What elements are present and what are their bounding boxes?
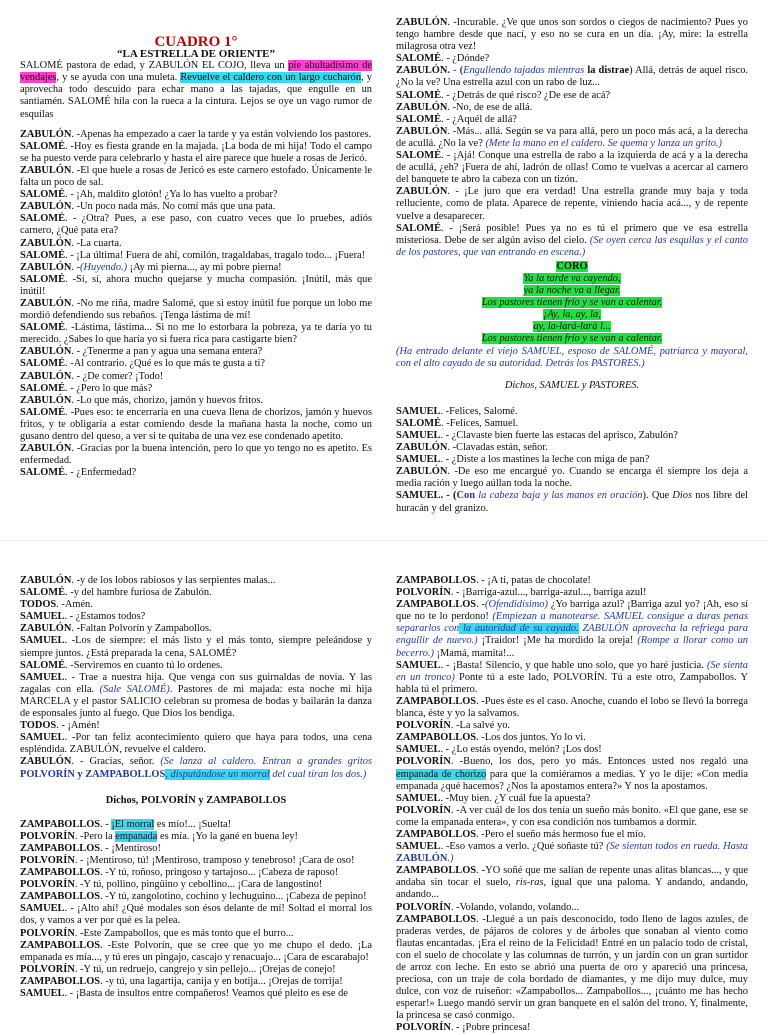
dialogue-line [20,395,372,407]
speaker-name: POLVORÍN [396,804,451,816]
speaker-name: SAMUEL [20,988,65,999]
speaker-name: ZABULÓN [20,128,72,140]
dialogue-text: . -Y tú, zangolotino, cochino y lechuguino... ¡Cabeza de pepino! [100,891,367,903]
dialogue-text: . -El que huele a rosas de Jericó es este carnero estofado. Únicamente le falta un poco de sal. [20,164,372,189]
speaker-name: POLVORÍN [20,879,75,891]
chorus-title: CORO [556,260,588,272]
speaker-name: POLVORÍN [20,963,75,975]
dialogue-line: ZAMPABOLLOS. -(Ofendidísimo) ¿Yo barriga azul? ¡Barriga azul yo? ¡Ah, eso sí que no te lo perdono! (Empiezan a manotearse. SAMUEL consigue a duras penas separarlos con la autoridad de su cayado. ZABULÓN aprovecha la refriega para engullir de nuevo.) ¡Traidor! ¡Me ha mordido la oreja! (Rompe a llorar como un becerro.) ¡Mamá, mamita!... [396,599,749,659]
dialogue-line [20,660,372,672]
dialogue-line [396,114,748,126]
dialogue-line [20,443,372,467]
speaker-name: ZABULÓN [396,466,448,478]
dialogue-line [396,587,748,599]
dialogue-line [20,274,372,298]
dialogue-text: . - ¡Le juro que era verdad! Una estrella grande muy baja y toda relluciente, como de plata. Aparece de repente, viniendo hacia acá..., y de repente vuelve a desaparecer. [396,186,748,222]
speaker-name: ZABULÓN [20,237,72,249]
dialogue-line [20,141,372,165]
speaker-name: SAMUEL [20,903,65,915]
dialogue-text: . - ¿Lo estás oyendo, melón? ¡Los dos! [440,744,602,756]
dialogue-text: . -Pues eso: te encerraría en una cueva llena de chorizos, jamón y huevos fritos, y te obligaría a estar comiendo desde la mañana hasta la noche, como un gusano dentro del queso, a ver si te quitaba de una vez ese condenado apetito. [20,406,372,442]
dialogue-text: . -Llegué a un país desconocido, todo lleno de lagos azules, de praderas verdes, de pájaros de colores y de árboles que sonaban al viento como flautas encantadas. ¡Era el reino de la Felicidad! Entré en un palacio todo de cristal, con el suelo de chocolate y las columnas de turrón, y un jardín con un gran surtidor de arroz con leche. En esto se abrió una puerta de oro y apareció una princesa, preciosa, con un traje de cola bordado de diamantes, y me dijo muy dulce, muy dulce, con voz de ruiseñor: «Zampabollos... Zampabollos..., ¡cuánto me has hecho esperar!» Luego mandó servir un gran banquete en el salón del trono. Y, finalmente, la princesa se casó conmigo. [396,913,748,1022]
dialogue-text: . -Lo que más, chorizo, jamón y huevos fritos. [71,394,263,406]
dialogue-line [20,976,372,988]
dialogue-line: ZABULÓN. -(Huyendo.) ¡Ay mi pierna..., ay mi pobre pierna! [20,261,282,273]
dialogue-line: SALOMÉ. - ¡Será posible! Pues ya no es tú el primero que ve esa estrella misteriosa. Debe de ser algún aviso del cielo. (Se oyen cerca las esquilas y el canto de los pastores, que van entrando en escena.) [396,222,749,258]
dialogue-line: ZAMPABOLLOS. - ¡El morral es mío!... ¡Suelta! [20,818,232,830]
dialogue-text: . -y del hambre furiosa de Zabulón. [65,587,212,599]
dialogue-line [20,903,372,927]
dialogue-line [396,150,748,186]
speaker-name: SAMUEL [396,405,441,417]
dialogue-line [396,696,748,720]
dialogue-text: . -Pues éste es el caso. Anoche, cuando el lobo se llevó la borrega blanca, éste y yo la salvamos. [396,695,748,720]
speaker-name: SAMUEL [20,611,65,623]
speaker-name: POLVORÍN [396,587,451,599]
dialogue-line [396,442,748,454]
dialogue-text: . - ¿Pero lo que más? [65,382,153,394]
chorus-block [396,261,748,346]
dialogue-text: . -Felices, Samuel. [441,417,519,429]
speaker-name: ZAMPABOLLOS [20,867,101,879]
dialogue-text: . -Los dos juntos. Yo lo vi. [476,732,586,744]
dialogue-line [396,793,748,805]
speaker-name: SALOMÉ [20,273,66,285]
dialogue-text: . -Muy bien. ¿Y cuál fue la apuesta? [440,792,591,804]
speaker-name: SALOMÉ [396,417,442,429]
speaker-name: ZAMPABOLLOS [20,842,101,854]
dialogue-text: . -Y tú, pollino, pingüino y cebollino... ¡Cara de langostino! [74,879,323,891]
dialogue-line [20,358,372,370]
speaker-name: ZAMPABOLLOS [20,939,101,951]
stage-direction-entrance: (Ha entrado delante el viejo SAMUEL, esposo de SALOMÉ, patriarca y mayoral, con el alto cayado de su autoridad. Detrás los PASTORES.) [396,345,748,369]
dialogue-line: ZABULÓN. - Gracias, señor. (Se lanza al caldero. Entran a grandes gritos POLVORÍN y ZAMPABOLLOS, disputándose un morral del cual tiran los dos.) [20,756,372,780]
dialogue-line [20,891,372,903]
dialogue-line: SAMUEL. -Eso vamos a verlo. ¿Qué soñaste tú? (Se sientan todos en rueda. Hasta ZABULÓN.) [396,841,748,865]
speaker-name: SAMUEL [396,744,441,756]
stage-direction-intro: SALOMÉ pastora de edad, y ZABULÓN EL COJO, lleva un pie abultadísimo de vendajes, y se ayuda con una muleta. Revuelve el caldero con un largo cucharón, y aprovecha todo descuido para echar mano a las tajadas, que engulle en un santiamén. SALOMÉ hila con la rueca a la cintura. Lejos se oye un vago rumor de esquilas [20,60,372,120]
speaker-name: SALOMÉ [396,89,442,101]
speaker-name: POLVORÍN [20,854,75,866]
speaker-name: ZABULÓN [20,575,72,586]
dialogue-text: . - ¿Otra? Pues, a ese paso, con cuatro veces que lo pruebes, adiós carnero, ¿Qué pata era? [20,213,372,237]
scene-heading: Dichos, SAMUEL y PASTORES. [504,379,640,391]
speaker-name: SAMUEL [20,635,65,647]
dialogue-line [20,611,372,623]
dialogue-text: . -Felices, Salomé. [440,405,518,417]
dialogue-line [396,186,748,222]
dialogue-line [396,575,748,587]
chorus-line: Los pastores tienen frío y se van a calentar. [481,297,663,309]
speaker-name: ZAMPABOLLOS [396,575,477,586]
dialogue-text: . -Incurable. ¿Ve que unos son sordos o ciegos de nacimiento? Pues yo tengo hambre desde que nací, y eso no se cura en un día. ¡Ay, mire: la estrella milagrosa otra vez! [396,17,748,53]
dialogue-line [396,1022,748,1034]
dialogue-line [20,623,372,635]
speaker-name: POLVORÍN [20,927,75,939]
speaker-name: SALOMÉ [20,467,66,479]
scene-heading: Dichos, POLVORÍN y ZAMPABOLLOS [105,794,287,806]
dialogue-text: . - ¡Amén! [56,720,100,732]
dialogue-text: . -Un poco nada más. No comí más que una pata. [71,201,276,213]
speaker-name: SALOMÉ [20,189,66,201]
page-divider [0,540,768,541]
speaker-name: ZABULÓN [20,297,72,309]
dialogue-line: SAMUEL. - (Con la cabeza baja y las manos en oración). Que Dios nos libre del huracán y del granizo. [396,490,748,514]
column-top-left [20,36,372,479]
speaker-name: ZAMPABOLLOS [20,975,101,987]
dialogue-line [20,988,372,1000]
dialogue-line [396,53,748,65]
dialogue-line [20,189,372,201]
dialogue-line [20,587,372,599]
speaker-name: POLVORÍN [396,1022,451,1034]
dialogue-line: POLVORÍN. -Pero la empanada es mía. ¡Yo la gané en buena ley! [20,830,298,842]
speaker-name: ZAMPABOLLOS [20,891,101,903]
dialogue-line [20,843,372,855]
speaker-name: ZABULÓN [20,394,72,406]
dialogue-text: . -Este Zampabollos, que es más tonto que el burro... [74,927,294,939]
speaker-name: SALOMÉ [20,140,66,152]
dialogue-text: . -Al contrario. ¿Qué es lo que más te gusta a ti? [65,358,266,370]
dialogue-text: . - ¡Mentiroso, tú! ¡Mentiroso, tramposo y tenebroso! ¡Cara de oso! [74,854,355,866]
dialogue-text: . -No me riña, madre Salomé, que si estoy inútil fue porque un lobo me mordió defendiendo sus rebaños. ¡Tenga lástima de mí! [20,297,372,322]
dialogue-line: POLVORÍN. -Bueno, los dos, pero yo más. Entonces usted nos regaló una empanada de chorizo para que la comiéramos a medias. Y yo le dije: «Con media empanada ¿qué hacemos? ¿Nos la apostamos entera?» Y nos la apostamos. [396,756,749,792]
dialogue-text: . - ¿De comer? ¡Todo! [71,370,164,382]
speaker-name: ZABULÓN [20,443,72,455]
dialogue-text: . -Amén. [56,599,93,611]
dialogue-text: . -Lástima, lástima... Si no me lo estorbara la pobreza, ya te daría yo tu merecido. ¿Sabes lo que haría yo si fuera rica para castigarte bien? [20,322,372,346]
speaker-name: ZABULÓN [396,101,448,113]
dialogue-line [396,454,748,466]
speaker-name: SAMUEL [396,792,441,804]
dialogue-line: ZABULÓN. -Más... allá. Según se va para allá, pero un poco más acá, a la derecha de acullá. ¿No la ve? (Mete la mano en el caldero. Se quema y lanza un grito.) [396,125,748,149]
dialogue-line [396,829,748,841]
speaker-name: SALOMÉ [20,249,66,261]
speaker-name: ZABULÓN [396,17,448,28]
dialogue-text: . -Este Polvorín, que se cree que yo me chupo el dedo. ¡La empanada es mía..., y tú eres un pingajo, cascajo y renacuajo... ¡Cara de escarabajo! [20,939,372,963]
dialogue-text: . - ¡A ti, patas de chocolate! [476,575,591,586]
dialogue-line [396,720,748,732]
dialogue-line [20,238,372,250]
speaker-name: SALOMÉ [20,382,66,394]
act-title: CUADRO 1° [154,34,238,50]
speaker-name: SALOMÉ [20,587,66,599]
dialogue-text: . -Volando, volando, volando... [450,901,580,913]
dialogue-line [20,879,372,891]
dialogue-line [20,346,372,358]
dialogue-line: SAMUEL. - ¡Basta! Silencio, y que hable uno solo, que yo haré justicia. (Se sienta en un tronco) Ponte tú a este lado, POLVORÍN. Tú a este otro, Zampabollos. Y habla tú el primero. [396,659,748,695]
dialogue-line [20,383,372,395]
dialogue-text: . -De eso me encargué yo. Cuando se encarga él siempre los deja a media ración y luego aúllan toda la noche. [396,466,748,490]
dialogue-text: . -Serviremos en cuanto tú lo ordenes. [65,659,223,671]
dialogue-line [20,250,372,262]
dialogue-text: . -Sí, sí, ahora mucho quejarse y mucha compasión. ¡Inútil, más que inútil! [20,273,372,297]
speaker-name: ZAMPABOLLOS [396,695,477,707]
speaker-name: POLVORÍN [396,901,451,913]
dialogue-line [396,744,748,756]
dialogue-text: . -y de los lobos rabiosos y las serpientes malas... [71,575,276,586]
dialogue-line [20,964,372,976]
dialogue-line [20,129,372,141]
dialogue-text: . -Por tan feliz acontecimiento quiero que haya para todos, una cena espléndida. ZABULÓN, revuelve el caldero. [20,732,372,756]
dialogue-line [20,467,372,479]
dialogue-line [20,867,372,879]
dialogue-text: . - ¿Enfermedad? [65,467,137,479]
dialogue-text: . - ¡Ajá! Conque una estrella de rabo a la izquierda de acá y a la derecha de acullá, ¿eh? ¡Fuera de ahí, ladrón de ollas! Como te vuelvas a acercar al carnero del banquete te abro la cabeza con un tizón. [396,150,748,186]
speaker-name: SALOMÉ [396,150,442,162]
dialogue-line [396,102,748,114]
dialogue-line [20,928,372,940]
dialogue-line [20,635,372,659]
speaker-name: ZAMPABOLLOS [396,732,477,744]
dialogue-line [20,599,372,611]
speaker-name: ZABULÓN [20,623,72,635]
speaker-name: ZABULÓN [20,346,72,358]
speaker-name: ZABULÓN [20,164,72,176]
speaker-name: ZABULÓN [20,370,72,382]
dialogue-text: . -Faltan Polvorín y Zampabollos. [71,623,212,635]
dialogue-line [396,406,748,418]
dialogue-line [20,732,372,756]
dialogue-line [396,17,748,53]
dialogue-text: . -La cuarta. [71,237,122,249]
dialogue-text: . -Hoy es fiesta grande en la majada. ¡La boda de mi hija! Todo el campo se ha puesto verde para celebrarlo y hasta el aire parece que huele a rosas de Jericó. [20,140,372,164]
dialogue-line [20,298,372,322]
dialogue-line [20,575,372,587]
dialogue-text: . -Pero el sueño más hermoso fue el mío. [476,828,646,840]
speaker-name: SAMUEL [396,430,441,441]
column-bottom-right [396,575,748,1035]
dialogue-line: ZABULÓN. - (Engullendo tajadas mientras la distrae) Allá, detrás de aquel risco. ¿No la ve? Una estrella azul con un rabo de luz... [396,65,749,89]
speaker-name: POLVORÍN [396,720,451,732]
dialogue-text: . - ¿Clavaste bien fuerte las estacas del aprisco, Zabulón? [440,430,678,441]
speaker-name: SALOMÉ [396,113,442,125]
dialogue-line [396,732,748,744]
dialogue-text: . -No, de ese de allá. [447,101,533,113]
dialogue-line [20,940,372,964]
speaker-name: ZAMPABOLLOS [396,913,477,925]
dialogue-text: . - ¡Mentiroso! [100,842,161,854]
dialogue-line [396,418,748,430]
chorus-line: ya la noche va a llegar. [523,285,621,297]
dialogue-text: . -Apenas ha empezado a caer la tarde y ya están volviendo los pastores. [71,128,372,140]
dialogue-text: . -Y tú, roñoso, pringoso y tartajoso... ¡Cabeza de raposo! [100,867,339,879]
dialogue-line [20,407,372,443]
dialogue-text: . -La salvé yo. [450,720,510,732]
speaker-name: SAMUEL [20,732,65,744]
dialogue-line [396,90,748,102]
dialogue-text: . - ¡Pobre princesa! [450,1022,531,1034]
dialogue-line: ZAMPABOLLOS. -YO soñé que me salían de repente unas alitas blancas..., y que andaba sin tocar el suelo, ris-ras, igual que una paloma. Y andando, andando, andando... [396,865,748,901]
speaker-name: SALOMÉ [20,322,66,334]
dialogue-text: . - ¿Estamos todos? [64,611,146,623]
dialogue-text: . - ¡Barriga-azul..., barriga-azul..., barriga azul! [450,587,647,599]
dialogue-text: . -A ver cuál de los dos tenía un sueño más bonito. «El que gane, ese se come la empanada entera», y con esa condición nos tumbamos a dormir. [396,804,748,828]
dialogue-text: . - ¡La última! Fuera de ahí, comilón, tragaldabas, tragalo todo... ¡Fuera! [65,249,366,261]
speaker-name: ZABULÓN [396,442,448,454]
speaker-name: ZABULÓN [20,201,72,213]
dialogue-line [396,805,748,829]
chorus-line: Ya la tarde va cayendo, [523,272,621,284]
speaker-name: TODOS [20,720,57,732]
dialogue-text: . - ¡Alto ahí! ¿Qué modales son ésos delante de mí! Soltad el morral los dos, y vamos a ver por qué es la pelea. [20,903,372,927]
dialogue-line [396,902,748,914]
dialogue-line [396,914,748,1023]
speaker-name: SALOMÉ [20,659,66,671]
dialogue-text: . - ¿Dónde? [441,53,490,65]
dialogue-line [20,855,372,867]
chorus-line: ay, la-lará-lará l... [533,321,611,333]
dialogue-text: . - ¡Ah, maldito glotón! ¿Ya lo has vuelto a probar? [65,189,278,201]
column-bottom-left [20,575,372,1000]
speaker-name: SALOMÉ [20,213,66,225]
dialogue-text: . - ¿Tenerme a pan y agua una semana entera? [71,346,263,358]
dialogue-text: . -y tú, una lagartija, canija y en botija... ¡Orejas de torrija! [100,975,343,987]
dialogue-line [20,371,372,383]
speaker-name: ZABULÓN [396,186,448,198]
dialogue-line [20,720,372,732]
dialogue-line: SAMUEL. - Trae a nuestra hija. Que venga con sus guirnaldas de novia. Y las zagalas con ella. (Sale SALOMÉ). Pastores de mi majada: esta noche mi hija MARCELA y el pastor SALICIO celebran su promesa de bodas y bailarán la danza de esponsales junto al fuego. Que Dios los bendiga. [20,671,372,720]
dialogue-text: . -Gracias por la buena intención, pero lo que yo tengo no es apetito. Es enfermedad. [20,443,372,467]
dialogue-text: . - ¡Basta de insultos entre compañeros! Veamos qué pleito es ese de [64,988,348,999]
speaker-name: SALOMÉ [20,406,66,418]
speaker-name: TODOS [20,599,57,611]
dialogue-text: . -Y tú, un redruejo, cangrejo y sin pellejo... ¡Orejas de conejo! [74,963,336,975]
speaker-name: SALOMÉ [20,358,66,370]
dialogue-line [396,466,748,490]
speaker-name: ZAMPABOLLOS [396,828,477,840]
dialogue-line [396,430,748,442]
dialogue-text: . - ¿Diste a los mastines la leche con miga de pan? [440,454,650,466]
act-subtitle: “LA ESTRELLA DE ORIENTE” [116,48,276,61]
dialogue-text: . -Clavadas están, señor. [447,442,548,454]
dialogue-line [20,165,372,189]
speaker-name: SALOMÉ [396,53,442,65]
speaker-name: SAMUEL [396,454,441,466]
dialogue-text: . - ¿Detrás de qué risco? ¿De ese de acá? [441,89,611,101]
dialogue-line [20,201,372,213]
dialogue-text: . - ¿Aquél de allá? [441,113,517,125]
chorus-line: Los pastores tienen frío y se van a calentar. [481,333,663,345]
dialogue-line [20,322,372,346]
column-top-right [396,17,748,515]
dialogue-line [20,213,372,237]
dialogue-text: . -Los de siempre: el más listo y el más tonto, siempre peleándose y siempre juntos. ¿Está preparada la cena, SALOMÉ? [20,635,372,659]
chorus-line: ¡Ay, la, ay, la, [543,309,601,321]
